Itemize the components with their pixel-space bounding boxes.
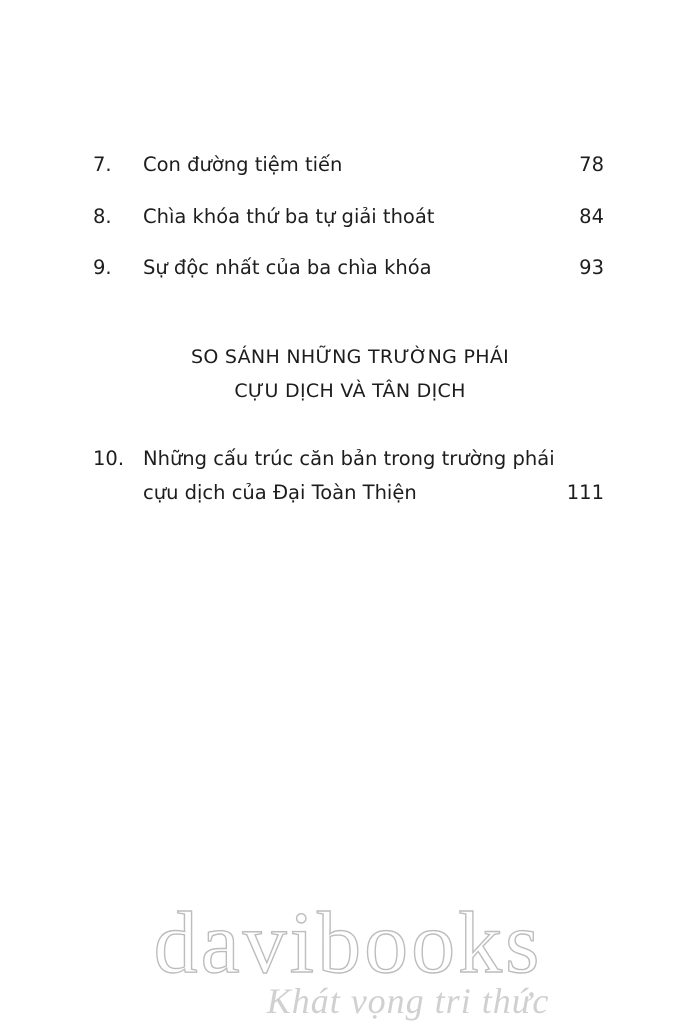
watermark-brand: davibooks	[153, 900, 543, 992]
toc-entry-number: 10.	[93, 447, 125, 470]
toc-entry-page: 78	[579, 153, 604, 176]
toc-entry-page: 111	[566, 481, 604, 504]
toc-entry-page: 93	[579, 256, 604, 279]
toc-entry	[0, 444, 700, 474]
section-heading-line-2: CỰU DỊCH VÀ TÂN DỊCH	[234, 380, 466, 402]
toc-entry-title: Con đường tiệm tiến	[143, 153, 343, 176]
davibooks-watermark-logo	[0, 900, 700, 1028]
section-heading-line-1: SO SÁNH NHỮNG TRƯỜNG PHÁI	[190, 346, 510, 368]
watermark-tagline: Khát vọng tri thức	[266, 981, 550, 1021]
toc-entry-continuation	[0, 478, 700, 508]
toc-entry-title: Chìa khóa thứ ba tự giải thoát	[143, 205, 435, 228]
toc-entry-page: 84	[579, 205, 604, 228]
toc-entry-number: 9.	[93, 256, 112, 279]
toc-entry-title: Những cấu trúc căn bản trong trường phái	[143, 447, 555, 470]
toc-entry-title: Sự độc nhất của ba chìa khóa	[143, 256, 432, 279]
toc-entry-title-continued: cựu dịch của Đại Toàn Thiện	[143, 481, 417, 504]
toc-entry-number: 8.	[93, 205, 112, 228]
toc-entry	[0, 253, 700, 283]
toc-entry-number: 7.	[93, 153, 112, 176]
toc-entry	[0, 202, 700, 232]
toc-entry	[0, 150, 700, 180]
